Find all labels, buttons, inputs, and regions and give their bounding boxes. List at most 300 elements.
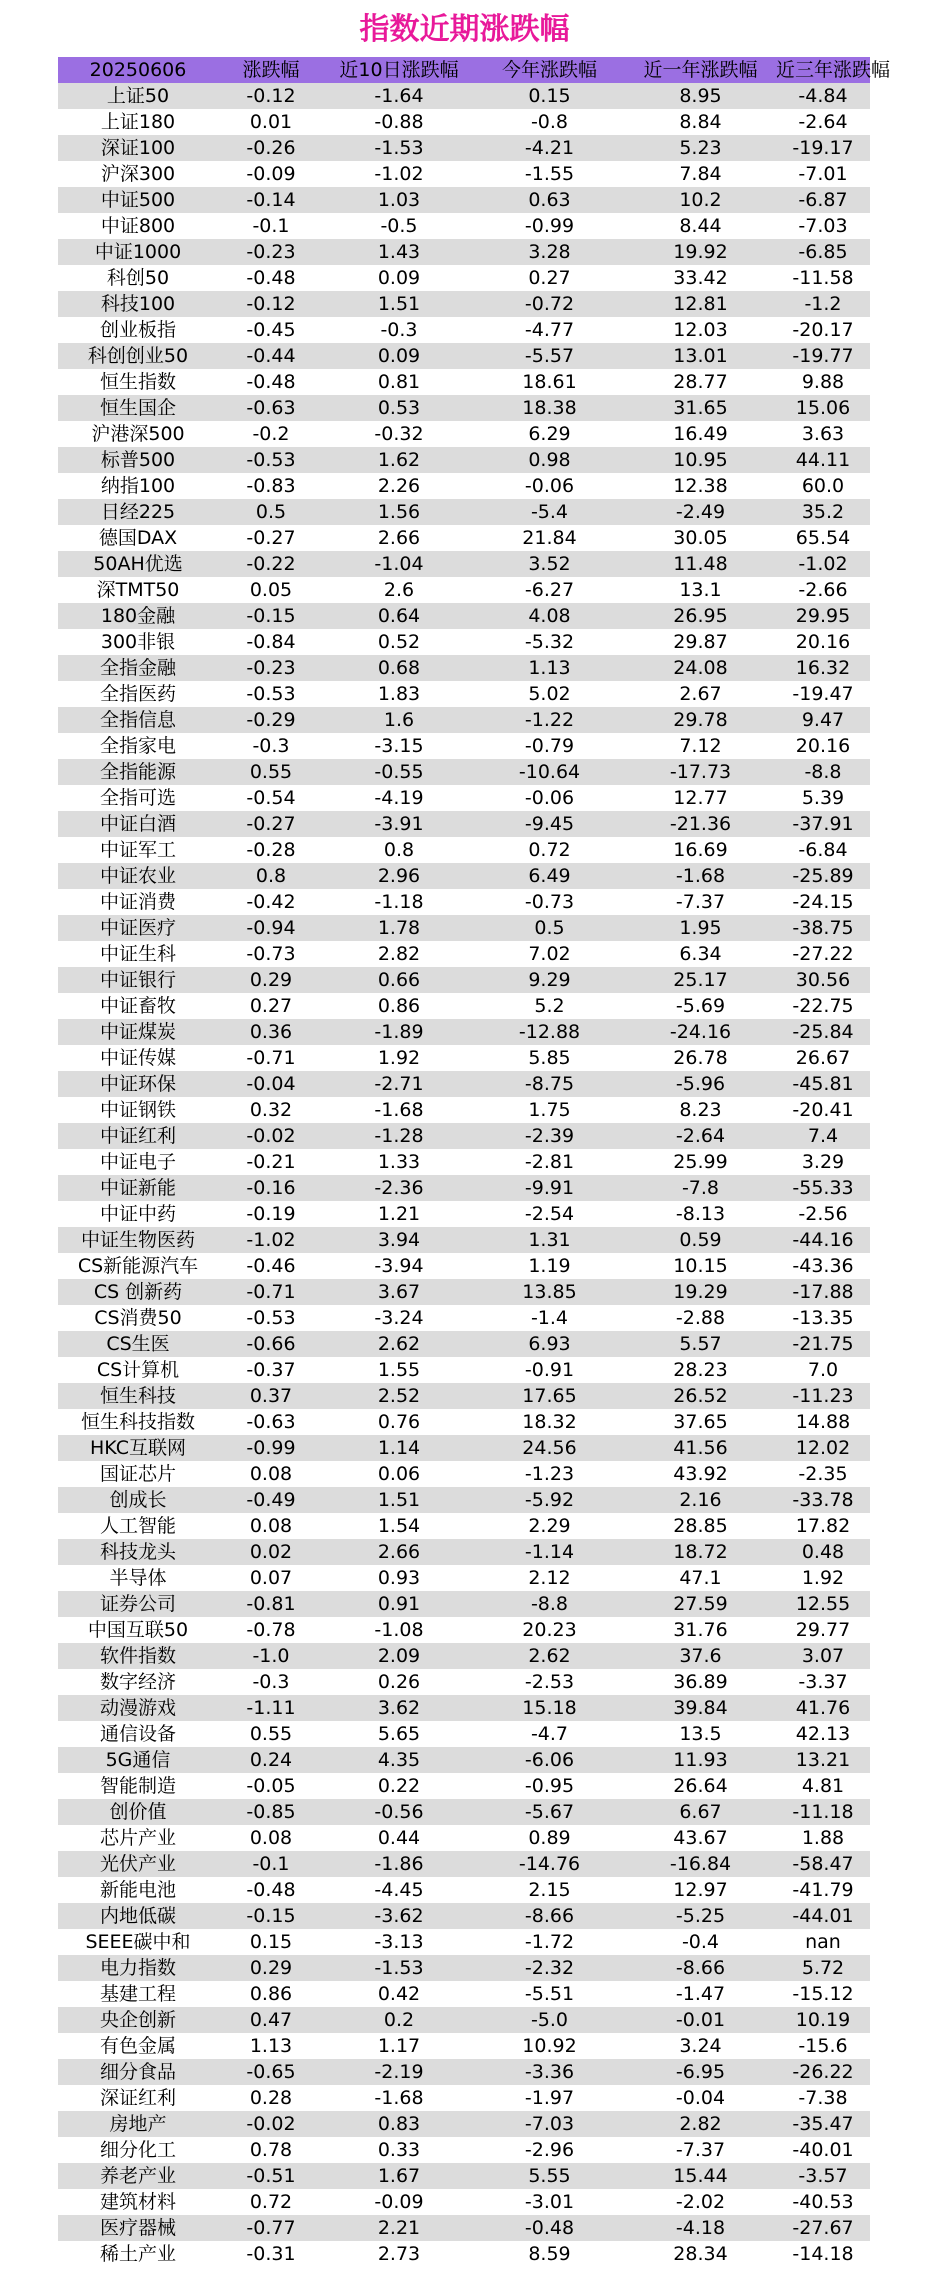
- value-cell: 2.52: [377, 1385, 421, 1407]
- value-cell: -12.88: [518, 1021, 581, 1043]
- value-cell: -4.7: [530, 1723, 569, 1745]
- value-cell: -7.38: [798, 2087, 848, 2109]
- value-cell: -0.51: [246, 2165, 296, 2187]
- value-cell: 2.82: [377, 943, 421, 965]
- value-cell: -35.47: [792, 2113, 854, 2135]
- value-cell: -0.53: [246, 1307, 296, 1329]
- value-cell: -37.91: [792, 813, 854, 835]
- value-cell: 0.2: [383, 2009, 415, 2031]
- chart-title: 指数近期涨跌幅: [359, 12, 570, 47]
- index-name-cell: 新能电池: [99, 1879, 176, 1901]
- value-cell: -24.15: [792, 891, 854, 913]
- value-cell: -2.66: [798, 579, 848, 601]
- value-cell: 1.17: [377, 2035, 421, 2057]
- value-cell: 0.08: [249, 1827, 293, 1849]
- table-row: [58, 1617, 870, 1643]
- index-name-cell: 中证生物医药: [80, 1229, 195, 1251]
- value-cell: -4.19: [374, 787, 424, 809]
- table-row: [58, 1721, 870, 1747]
- value-cell: 26.95: [673, 605, 728, 627]
- table-row: [58, 187, 870, 213]
- value-cell: 2.15: [528, 1879, 571, 1901]
- value-cell: 1.92: [377, 1047, 421, 1069]
- value-cell: -1.72: [524, 1931, 575, 1953]
- value-cell: 24.08: [673, 657, 728, 679]
- table-row: [58, 213, 870, 239]
- value-cell: -0.49: [246, 1489, 296, 1511]
- table-row: [58, 1149, 870, 1175]
- value-cell: 35.2: [801, 501, 845, 523]
- index-name-cell: 智能制造: [99, 1775, 176, 1797]
- index-name-cell: 光伏产业: [99, 1853, 176, 1875]
- value-cell: 0.86: [249, 1983, 293, 2005]
- value-cell: 10.15: [673, 1255, 728, 1277]
- value-cell: 9.88: [801, 371, 845, 393]
- value-cell: 0.81: [377, 371, 421, 393]
- value-cell: 1.95: [679, 917, 722, 939]
- value-cell: 0.15: [528, 85, 571, 107]
- value-cell: -2.02: [675, 2191, 726, 2213]
- table-row: [58, 1435, 870, 1461]
- value-cell: 0.63: [528, 189, 571, 211]
- value-cell: -1.0: [252, 1645, 290, 1667]
- value-cell: 15.18: [522, 1697, 577, 1719]
- value-cell: 1.92: [801, 1567, 845, 1589]
- index-name-cell: 中证畜牧: [99, 995, 176, 1017]
- table-row: [58, 837, 870, 863]
- value-cell: -0.06: [524, 787, 575, 809]
- value-cell: -7.37: [675, 891, 726, 913]
- value-cell: 0.55: [249, 761, 293, 783]
- value-cell: -1.23: [524, 1463, 575, 1485]
- value-cell: -0.3: [252, 1671, 290, 1693]
- value-cell: -0.02: [246, 2113, 296, 2135]
- table-row: [58, 1331, 870, 1357]
- value-cell: 8.95: [679, 85, 722, 107]
- table-row: [58, 525, 870, 551]
- value-cell: -5.25: [675, 1905, 726, 1927]
- value-cell: 20.16: [795, 631, 851, 653]
- index-name-cell: 房地产: [109, 2113, 167, 2135]
- table-row: [58, 1643, 870, 1669]
- value-cell: 33.42: [673, 267, 728, 289]
- value-cell: -0.66: [246, 1333, 296, 1355]
- index-name-cell: 沪港深500: [91, 423, 185, 445]
- value-cell: -5.4: [530, 501, 569, 523]
- value-cell: 29.77: [795, 1619, 851, 1641]
- value-cell: -0.88: [374, 111, 424, 133]
- value-cell: 0.78: [249, 2139, 293, 2161]
- index-name-cell: CS计算机: [96, 1359, 180, 1381]
- value-cell: 30.56: [795, 969, 851, 991]
- table-row: [58, 1487, 870, 1513]
- value-cell: 0.44: [377, 1827, 421, 1849]
- index-name-cell: 中证煤炭: [99, 1021, 176, 1043]
- value-cell: 0.15: [249, 1931, 293, 1953]
- table-row: [58, 499, 870, 525]
- value-cell: 12.38: [673, 475, 728, 497]
- value-cell: -14.76: [518, 1853, 581, 1875]
- value-cell: 5.39: [801, 787, 845, 809]
- value-cell: 7.12: [679, 735, 722, 757]
- value-cell: 0.09: [377, 345, 421, 367]
- table-row: [58, 2085, 870, 2111]
- value-cell: -1.2: [804, 293, 842, 315]
- value-cell: 2.16: [679, 1489, 722, 1511]
- value-cell: 1.67: [377, 2165, 421, 2187]
- value-cell: -33.78: [792, 1489, 854, 1511]
- value-cell: 43.67: [673, 1827, 728, 1849]
- value-cell: -0.26: [246, 137, 296, 159]
- value-cell: -5.57: [524, 345, 575, 367]
- value-cell: 3.67: [377, 1281, 421, 1303]
- table-row: [58, 2215, 870, 2241]
- value-cell: 12.55: [795, 1593, 851, 1615]
- index-name-cell: 中证新能: [99, 1177, 176, 1199]
- index-name-cell: CS生医: [106, 1333, 170, 1355]
- value-cell: 0.8: [255, 865, 287, 887]
- value-cell: -1.89: [374, 1021, 424, 1043]
- value-cell: -0.15: [246, 605, 296, 627]
- value-cell: -0.45: [246, 319, 296, 341]
- value-cell: -0.63: [246, 1411, 296, 1433]
- value-cell: -3.13: [374, 1931, 424, 1953]
- table-row: [58, 1123, 870, 1149]
- value-cell: -1.4: [530, 1307, 569, 1329]
- value-cell: -0.81: [246, 1593, 296, 1615]
- value-cell: 12.81: [673, 293, 728, 315]
- value-cell: 26.64: [673, 1775, 728, 1797]
- value-cell: -19.47: [792, 683, 854, 705]
- value-cell: 1.13: [528, 657, 571, 679]
- value-cell: 2.66: [377, 527, 421, 549]
- value-cell: 9.29: [528, 969, 571, 991]
- index-name-cell: 科技龙头: [99, 1541, 176, 1563]
- index-name-cell: 医疗器械: [99, 2217, 176, 2239]
- value-cell: 0.98: [528, 449, 571, 471]
- value-cell: 28.23: [673, 1359, 728, 1381]
- value-cell: 8.84: [679, 111, 722, 133]
- value-cell: -6.27: [524, 579, 575, 601]
- index-name-cell: 建筑材料: [99, 2191, 176, 2213]
- value-cell: 1.51: [377, 293, 421, 315]
- table-row: [58, 2007, 870, 2033]
- table-row: [58, 577, 870, 603]
- value-cell: 0.27: [249, 995, 293, 1017]
- table-row: [58, 1409, 870, 1435]
- table-row: [58, 83, 870, 109]
- index-name-cell: 日经225: [100, 501, 176, 523]
- table-row: [58, 447, 870, 473]
- value-cell: -55.33: [792, 1177, 854, 1199]
- value-cell: -8.8: [530, 1593, 569, 1615]
- value-cell: 4.81: [801, 1775, 845, 1797]
- index-name-cell: 国证芯片: [99, 1463, 176, 1485]
- index-name-cell: 中证中药: [99, 1203, 176, 1225]
- table-row: [58, 239, 870, 265]
- index-name-cell: 创成长: [109, 1489, 167, 1511]
- table-row: [58, 733, 870, 759]
- index-name-cell: 中证军工: [99, 839, 176, 861]
- index-name-cell: 半导体: [109, 1567, 167, 1589]
- value-cell: 3.07: [801, 1645, 845, 1667]
- index-name-cell: 中证500: [100, 189, 176, 211]
- index-name-cell: 全指信息: [99, 709, 176, 731]
- value-cell: -3.24: [374, 1307, 424, 1329]
- value-cell: -43.36: [792, 1255, 854, 1277]
- table-row: [58, 1591, 870, 1617]
- value-cell: -20.41: [792, 1099, 854, 1121]
- value-cell: -21.75: [792, 1333, 854, 1355]
- index-name-cell: 全指医药: [99, 683, 176, 705]
- data-table: [58, 57, 891, 2267]
- index-name-cell: 软件指数: [99, 1645, 176, 1667]
- table-row: [58, 941, 870, 967]
- table-row: [58, 2111, 870, 2137]
- value-cell: 1.88: [801, 1827, 845, 1849]
- value-cell: -24.16: [669, 1021, 732, 1043]
- value-cell: -0.71: [246, 1047, 296, 1069]
- value-cell: -0.44: [246, 345, 296, 367]
- value-cell: -2.49: [675, 501, 726, 523]
- table-row: [58, 1175, 870, 1201]
- table-row: [58, 863, 870, 889]
- value-cell: 3.28: [528, 241, 571, 263]
- value-cell: 39.84: [673, 1697, 728, 1719]
- index-name-cell: 有色金属: [99, 2035, 176, 2057]
- value-cell: 2.73: [377, 2243, 421, 2265]
- value-cell: -3.15: [374, 735, 424, 757]
- index-name-cell: 中证800: [100, 215, 176, 237]
- value-cell: 41.76: [795, 1697, 851, 1719]
- value-cell: 25.99: [673, 1151, 728, 1173]
- value-cell: 29.95: [795, 605, 851, 627]
- value-cell: 0.26: [377, 1671, 421, 1693]
- column-header: 近三年涨跌幅: [776, 59, 891, 81]
- value-cell: -38.75: [792, 917, 854, 939]
- value-cell: -14.18: [792, 2243, 854, 2265]
- table-row: [58, 1071, 870, 1097]
- value-cell: 37.65: [673, 1411, 728, 1433]
- index-name-cell: 中证环保: [99, 1073, 176, 1095]
- value-cell: 12.02: [795, 1437, 851, 1459]
- value-cell: 5.23: [679, 137, 722, 159]
- value-cell: -0.09: [246, 163, 296, 185]
- index-name-cell: CS 创新药: [93, 1281, 183, 1303]
- index-name-cell: 中证1000: [94, 241, 182, 263]
- value-cell: 0.5: [255, 501, 287, 523]
- value-cell: -1.28: [374, 1125, 424, 1147]
- index-name-cell: 上证180: [100, 111, 176, 133]
- index-name-cell: 内地低碳: [99, 1905, 176, 1927]
- value-cell: 3.24: [679, 2035, 722, 2057]
- value-cell: -1.14: [524, 1541, 575, 1563]
- table-row: [58, 551, 870, 577]
- value-cell: -7.37: [675, 2139, 726, 2161]
- value-cell: -1.02: [798, 553, 848, 575]
- value-cell: 17.65: [522, 1385, 577, 1407]
- value-cell: -3.36: [524, 2061, 575, 2083]
- value-cell: 13.21: [795, 1749, 851, 1771]
- index-name-cell: 养老产业: [99, 2165, 176, 2187]
- value-cell: 0.28: [249, 2087, 293, 2109]
- value-cell: 60.0: [801, 475, 845, 497]
- value-cell: 0.53: [377, 397, 421, 419]
- value-cell: -0.73: [246, 943, 296, 965]
- value-cell: -6.95: [675, 2061, 726, 2083]
- index-name-cell: 5G通信: [105, 1749, 171, 1771]
- value-cell: 0.29: [249, 969, 293, 991]
- value-cell: -1.53: [374, 137, 424, 159]
- value-cell: 0.86: [377, 995, 421, 1017]
- index-name-cell: CS消费50: [94, 1307, 182, 1329]
- value-cell: -2.53: [524, 1671, 575, 1693]
- value-cell: -7.01: [798, 163, 848, 185]
- value-cell: -0.29: [246, 709, 296, 731]
- value-cell: -10.64: [518, 761, 581, 783]
- table-row: [58, 1357, 870, 1383]
- index-name-cell: 稀土产业: [99, 2243, 176, 2265]
- index-name-cell: 中证银行: [99, 969, 176, 991]
- value-cell: 41.56: [673, 1437, 728, 1459]
- value-cell: -16.84: [669, 1853, 732, 1875]
- value-cell: 0.66: [377, 969, 421, 991]
- column-header: 20250606: [89, 59, 187, 81]
- value-cell: 5.02: [528, 683, 571, 705]
- index-name-cell: SEEE碳中和: [85, 1931, 191, 1953]
- value-cell: -3.91: [374, 813, 424, 835]
- column-header: 涨跌幅: [242, 59, 300, 81]
- index-name-cell: 恒生指数: [99, 371, 176, 393]
- value-cell: 1.31: [528, 1229, 571, 1251]
- index-name-cell: 基建工程: [99, 1983, 176, 2005]
- index-name-cell: 恒生科技指数: [80, 1411, 195, 1433]
- value-cell: -0.4: [681, 1931, 720, 1953]
- value-cell: -0.48: [524, 2217, 575, 2239]
- value-cell: -0.5: [380, 215, 418, 237]
- value-cell: 0.02: [249, 1541, 293, 1563]
- value-cell: -0.09: [374, 2191, 424, 2213]
- column-header: 近一年涨跌幅: [643, 59, 758, 81]
- value-cell: -0.21: [246, 1151, 296, 1173]
- index-name-cell: 中证白酒: [99, 813, 176, 835]
- value-cell: -2.36: [374, 1177, 424, 1199]
- value-cell: 2.62: [528, 1645, 571, 1667]
- value-cell: 44.11: [795, 449, 851, 471]
- value-cell: 1.62: [377, 449, 421, 471]
- value-cell: -4.45: [374, 1879, 424, 1901]
- value-cell: 1.55: [377, 1359, 421, 1381]
- value-cell: -6.06: [524, 1749, 575, 1771]
- value-cell: 29.87: [673, 631, 728, 653]
- value-cell: -0.53: [246, 683, 296, 705]
- value-cell: 0.37: [249, 1385, 293, 1407]
- value-cell: -4.84: [798, 85, 848, 107]
- table-row: [58, 1799, 870, 1825]
- value-cell: -4.77: [524, 319, 575, 341]
- value-cell: 1.03: [377, 189, 421, 211]
- value-cell: -0.78: [246, 1619, 296, 1641]
- value-cell: -0.48: [246, 1879, 296, 1901]
- value-cell: 0.83: [377, 2113, 421, 2135]
- value-cell: 2.21: [377, 2217, 421, 2239]
- table-row: [58, 1773, 870, 1799]
- value-cell: -4.21: [524, 137, 575, 159]
- table-row: [58, 1461, 870, 1487]
- index-name-cell: 细分食品: [99, 2061, 176, 2083]
- value-cell: 5.85: [528, 1047, 571, 1069]
- value-cell: 1.54: [377, 1515, 421, 1537]
- value-cell: 15.44: [673, 2165, 728, 2187]
- index-name-cell: HKC互联网: [90, 1437, 186, 1459]
- value-cell: 6.67: [679, 1801, 722, 1823]
- value-cell: 7.4: [807, 1125, 839, 1147]
- value-cell: -2.64: [798, 111, 848, 133]
- value-cell: 2.12: [528, 1567, 571, 1589]
- table-row: [58, 265, 870, 291]
- value-cell: -0.48: [246, 371, 296, 393]
- value-cell: -0.27: [246, 527, 296, 549]
- value-cell: -0.37: [246, 1359, 296, 1381]
- value-cell: 30.05: [673, 527, 728, 549]
- value-cell: -0.12: [246, 85, 296, 107]
- value-cell: 36.89: [673, 1671, 728, 1693]
- value-cell: 17.82: [795, 1515, 851, 1537]
- value-cell: 1.56: [377, 501, 421, 523]
- table-row: [58, 603, 870, 629]
- value-cell: -17.73: [669, 761, 732, 783]
- value-cell: 0.32: [249, 1099, 293, 1121]
- value-cell: -0.22: [246, 553, 296, 575]
- value-cell: 25.17: [673, 969, 728, 991]
- value-cell: -0.31: [246, 2243, 296, 2265]
- value-cell: 0.33: [377, 2139, 421, 2161]
- index-name-cell: 中证消费: [99, 891, 176, 913]
- table-row: [58, 1539, 870, 1565]
- value-cell: 0.91: [377, 1593, 421, 1615]
- value-cell: -1.64: [374, 85, 424, 107]
- value-cell: -1.53: [374, 1957, 424, 1979]
- value-cell: -3.94: [374, 1255, 424, 1277]
- value-cell: 3.62: [377, 1697, 421, 1719]
- table-row: [58, 317, 870, 343]
- value-cell: -40.01: [792, 2139, 854, 2161]
- value-cell: 26.52: [673, 1385, 728, 1407]
- table-row: [58, 1305, 870, 1331]
- table-row: [58, 343, 870, 369]
- table-row: [58, 889, 870, 915]
- index-name-cell: 创价值: [109, 1801, 167, 1823]
- value-cell: -58.47: [792, 1853, 854, 1875]
- value-cell: -0.23: [246, 241, 296, 263]
- value-cell: nan: [805, 1931, 841, 1953]
- table-row: [58, 1019, 870, 1045]
- value-cell: 5.57: [679, 1333, 722, 1355]
- index-name-cell: 中证电子: [99, 1151, 176, 1173]
- value-cell: -27.67: [792, 2217, 854, 2239]
- table-row: [58, 2033, 870, 2059]
- value-cell: -0.46: [246, 1255, 296, 1277]
- value-cell: 24.56: [522, 1437, 577, 1459]
- table-row: [58, 1929, 870, 1955]
- value-cell: 12.77: [673, 787, 728, 809]
- value-cell: 6.93: [528, 1333, 571, 1355]
- value-cell: -0.1: [252, 215, 290, 237]
- index-name-cell: 深TMT50: [96, 579, 180, 601]
- value-cell: 15.06: [795, 397, 851, 419]
- table-row: [58, 811, 870, 837]
- value-cell: 0.89: [528, 1827, 571, 1849]
